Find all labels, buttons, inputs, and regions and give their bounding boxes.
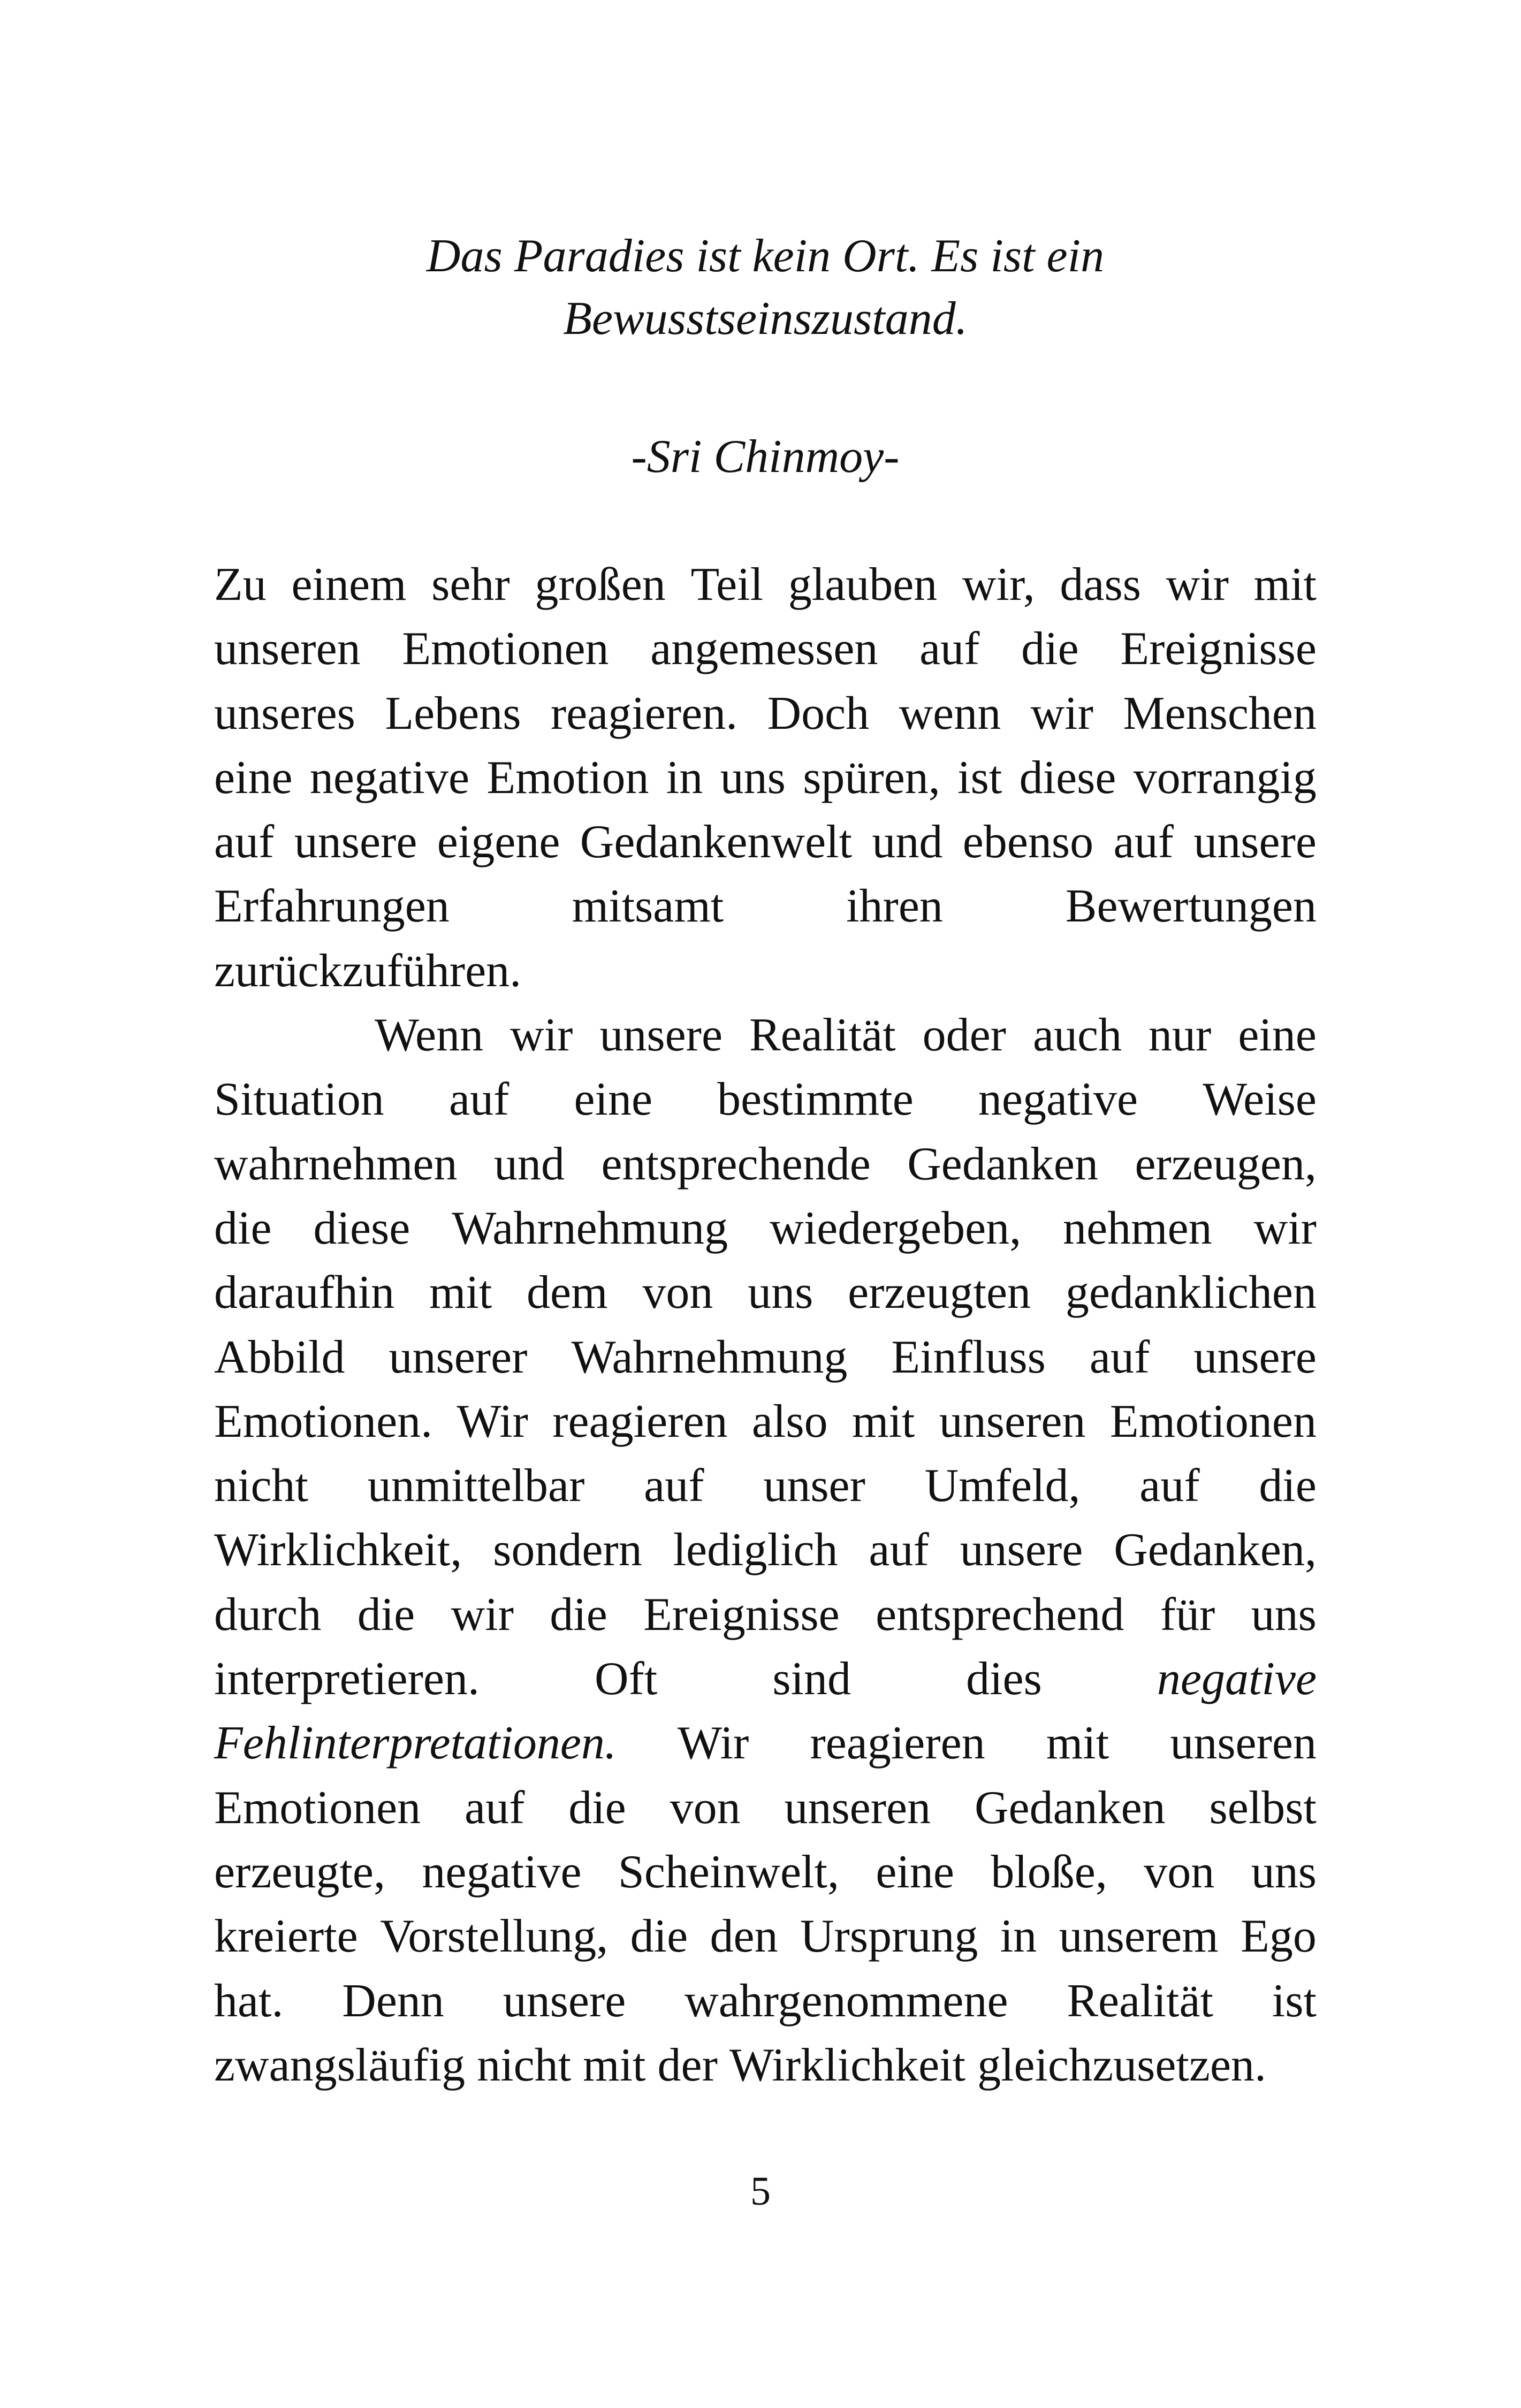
word: den	[710, 1910, 778, 1963]
word: nicht	[477, 2039, 572, 2091]
word: mit	[429, 1267, 492, 1319]
word: Einfluss	[891, 1331, 1046, 1383]
word: negative	[1157, 1653, 1317, 1705]
word: einem	[291, 559, 407, 611]
word: eigene	[437, 816, 560, 868]
word: unseren	[214, 623, 361, 675]
word: auf	[448, 1073, 509, 1126]
word: lediglich	[673, 1524, 838, 1576]
word: Erfahrungen	[214, 880, 450, 933]
word: zurückzuführen.	[214, 944, 522, 997]
word: unsere	[294, 816, 417, 868]
word: der	[657, 2039, 718, 2091]
word: unser	[763, 1460, 865, 1512]
word: gedanklichen	[1065, 1267, 1317, 1319]
word: reagieren.	[550, 687, 738, 740]
word: auf	[919, 623, 980, 675]
word: Teil	[690, 559, 764, 611]
word: uns	[1251, 1588, 1317, 1641]
word: unsere	[503, 1975, 626, 2027]
text-line	[214, 1776, 1317, 1840]
word: die	[630, 1910, 688, 1963]
word: mitsamt	[572, 880, 724, 933]
word: sind	[772, 1653, 851, 1705]
word: auf	[1113, 816, 1174, 868]
word: wir	[451, 1588, 514, 1641]
epigraph-quote	[214, 225, 1317, 350]
word: von	[642, 1267, 713, 1319]
word: Oft	[595, 1653, 658, 1705]
word: auf	[1139, 1460, 1200, 1512]
word: spüren,	[803, 751, 940, 804]
word: in	[1000, 1910, 1037, 1963]
word: reagieren	[810, 1717, 985, 1770]
word: daraufhin	[214, 1267, 395, 1319]
word: hat.	[214, 1975, 284, 2027]
word: Gedankenwelt	[580, 816, 853, 868]
word: wir	[1030, 687, 1093, 740]
epigraph-line-2: Bewusstseinszustand.	[563, 293, 968, 345]
word: die	[1021, 623, 1079, 675]
word: Bewertungen	[1065, 880, 1317, 933]
text-line	[214, 939, 1317, 1003]
text-line	[214, 617, 1317, 681]
word: unmittelbar	[367, 1460, 585, 1512]
text-line	[214, 810, 1317, 874]
word: also	[751, 1395, 828, 1447]
word: entsprechend	[876, 1588, 1124, 1641]
word: wiedergeben,	[770, 1202, 1022, 1254]
word: Ego	[1241, 1910, 1317, 1963]
word: sehr	[431, 559, 510, 611]
word: auch	[1032, 1009, 1122, 1062]
word: kreierte	[214, 1910, 358, 1963]
word: diese	[313, 1202, 410, 1254]
word: Emotionen	[1109, 1395, 1317, 1447]
text-line	[214, 1261, 1317, 1325]
word: uns	[748, 1267, 813, 1319]
word: von	[670, 1781, 741, 1834]
word: eine	[574, 1073, 653, 1126]
word: negative	[978, 1073, 1138, 1126]
word: und	[493, 1138, 565, 1190]
word: selbst	[1209, 1781, 1317, 1834]
text-line	[214, 1904, 1317, 1969]
word: auf	[214, 816, 275, 868]
paragraph-1	[214, 553, 1317, 1003]
word: unsere	[599, 1009, 723, 1062]
word: Umfeld,	[924, 1460, 1081, 1512]
word: negative	[309, 751, 469, 804]
word: reagieren	[552, 1395, 728, 1447]
word: mit	[852, 1395, 915, 1447]
word: Gedanken	[907, 1138, 1098, 1190]
word: interpretieren.	[214, 1653, 480, 1705]
text-line	[214, 553, 1317, 617]
word: dem	[527, 1267, 608, 1319]
text-line	[214, 1132, 1317, 1197]
word: auf	[465, 1781, 525, 1834]
word: nur	[1149, 1009, 1212, 1062]
word: wahrgenommene	[685, 1975, 1008, 2027]
word: erzeugten	[848, 1267, 1031, 1319]
word: bestimmte	[717, 1073, 914, 1126]
word: die	[568, 1781, 626, 1834]
word: unseres	[214, 687, 355, 740]
text-line	[214, 1840, 1317, 1904]
word: Ursprung	[800, 1910, 978, 1963]
word: auf	[869, 1524, 929, 1576]
text-line	[214, 1325, 1317, 1390]
text-line	[214, 1583, 1317, 1647]
word: eine	[1238, 1009, 1317, 1062]
word: unseren	[1170, 1717, 1317, 1770]
word: Emotion	[486, 751, 649, 804]
text-line	[214, 874, 1317, 939]
word: unsere	[1193, 816, 1317, 868]
word: Gedanken	[974, 1781, 1166, 1834]
word: wenn	[899, 687, 1001, 740]
word: Ereignisse	[643, 1588, 840, 1641]
word: vorrangig	[1133, 751, 1317, 804]
word: Realität	[749, 1009, 896, 1062]
paragraph-2	[214, 1003, 1317, 2098]
word: ihren	[846, 880, 943, 933]
word: mit	[1046, 1717, 1109, 1770]
word: oder	[922, 1009, 1006, 1062]
word: sondern	[493, 1524, 642, 1576]
word: Lebens	[385, 687, 521, 740]
word: bloße,	[991, 1846, 1107, 1898]
word: ebenso	[962, 816, 1094, 868]
word: diese	[1019, 751, 1116, 804]
word: Emotionen	[214, 1781, 421, 1834]
word: Ereignisse	[1120, 623, 1317, 675]
word: wahrnehmen	[214, 1138, 458, 1190]
word: Fehlinterpretationen.	[214, 1717, 617, 1770]
word: wir	[510, 1009, 573, 1062]
word: Wir	[678, 1717, 749, 1770]
word: Wir	[457, 1395, 528, 1447]
body-text	[214, 553, 1317, 2098]
word: eine	[876, 1846, 954, 1898]
epigraph-author: -Sri Chinmoy-	[631, 431, 900, 483]
epigraph-line-1: Das Paradies ist kein Ort. Es ist ein	[426, 230, 1105, 282]
word: gleichzusetzen.	[977, 2039, 1267, 2091]
word: Vorstellung,	[380, 1910, 609, 1963]
word: glauben	[788, 559, 938, 611]
text-line	[214, 746, 1317, 810]
word: von	[1144, 1846, 1215, 1898]
text-line	[214, 1518, 1317, 1582]
text-line	[214, 1068, 1317, 1132]
word: entsprechende	[601, 1138, 871, 1190]
word: wir	[1166, 559, 1229, 611]
word: Zu	[214, 559, 267, 611]
word: Wahrnehmung	[571, 1331, 848, 1383]
word: unseren	[939, 1395, 1086, 1447]
word: auf	[644, 1460, 704, 1512]
word: Wirklichkeit,	[214, 1524, 462, 1576]
word: mit	[583, 2039, 646, 2091]
word: Emotionen.	[214, 1395, 433, 1447]
word: wir,	[962, 559, 1035, 611]
word: Wahrnehmung	[452, 1202, 728, 1254]
word: mit	[1253, 559, 1317, 611]
word: nicht	[214, 1460, 308, 1512]
word: negative	[422, 1846, 582, 1898]
word: Menschen	[1123, 687, 1317, 740]
text-line	[214, 1003, 1317, 1068]
word: nehmen	[1063, 1202, 1212, 1254]
text-line	[214, 1454, 1317, 1518]
word: dass	[1060, 559, 1141, 611]
word: eine	[214, 751, 293, 804]
word: die	[1259, 1460, 1317, 1512]
text-line	[214, 1711, 1317, 1775]
text-line	[214, 1647, 1317, 1711]
word: unserer	[389, 1331, 528, 1383]
text-line	[214, 2033, 1317, 2098]
word: Situation	[214, 1073, 384, 1126]
word: angemessen	[650, 623, 878, 675]
word: die	[550, 1588, 607, 1641]
word: Abbild	[214, 1331, 345, 1383]
word: dies	[966, 1653, 1042, 1705]
text-line	[214, 1197, 1317, 1261]
word: Realität	[1067, 1975, 1213, 2027]
word: unsere	[960, 1524, 1083, 1576]
word: in	[666, 751, 703, 804]
word: die	[214, 1202, 272, 1254]
word: Wirklichkeit	[729, 2039, 966, 2091]
text-line	[214, 1390, 1317, 1454]
word: zwangsläufig	[214, 2039, 466, 2091]
word: durch	[214, 1588, 322, 1641]
word: für	[1160, 1588, 1215, 1641]
word: ist	[1272, 1975, 1317, 2027]
word: Denn	[342, 1975, 444, 2027]
word: Gedanken,	[1114, 1524, 1317, 1576]
text-line	[214, 682, 1317, 746]
word: unserem	[1059, 1910, 1219, 1963]
word: Doch	[767, 687, 870, 740]
word: unsere	[1193, 1331, 1317, 1383]
word: großen	[535, 559, 666, 611]
word: ist	[957, 751, 1002, 804]
word: unseren	[784, 1781, 931, 1834]
word: Weise	[1203, 1073, 1317, 1126]
word: Scheinwelt,	[618, 1846, 839, 1898]
word: und	[872, 816, 943, 868]
word: Emotionen	[402, 623, 609, 675]
word: uns	[1251, 1846, 1317, 1898]
text-line	[214, 1969, 1317, 2033]
word: Wenn	[375, 1009, 484, 1062]
word: auf	[1089, 1331, 1150, 1383]
word: die	[357, 1588, 415, 1641]
word: wir	[1253, 1202, 1317, 1254]
word: erzeugte,	[214, 1846, 385, 1898]
word: uns	[720, 751, 786, 804]
page-number: 5	[750, 2169, 771, 2214]
word: erzeugen,	[1135, 1138, 1317, 1190]
